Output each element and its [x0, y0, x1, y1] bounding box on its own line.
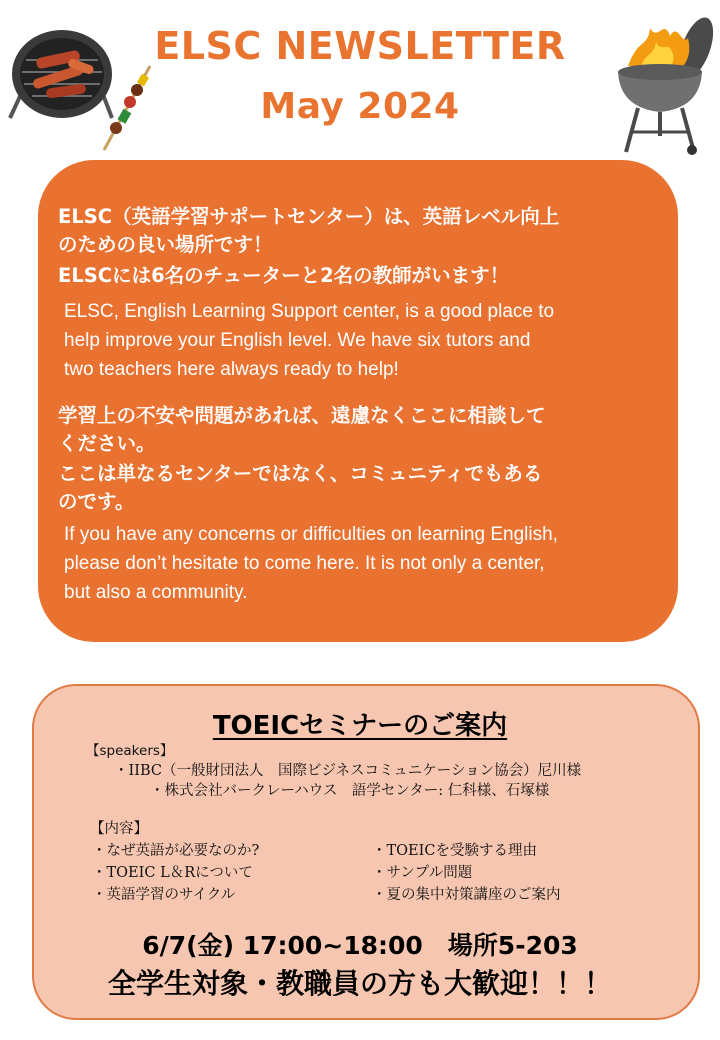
speaker-item: ・IIBC（一般財団法人 国際ビジネスコミュニケーション協会）尼川様 [114, 763, 582, 779]
event-datetime-place: 6/7(金) 17:00~18:00 場所5-203 [142, 931, 578, 960]
intro-jp-line: ここは単なるセンターではなく、コミュニティでもある [58, 462, 543, 485]
intro-en-line: please don’t hesitate to come here. It is not only a center, [64, 553, 545, 574]
intro-jp-line: 学習上の不安や問題があれば、遠慮なくここに相談して [58, 404, 546, 427]
content-item: ・夏の集中対策講座のご案内 [372, 887, 561, 903]
intro-en-line: ELSC, English Learning Support center, is a good place to [64, 301, 555, 322]
intro-jp-line: ELSCには6名のチューターと2名の教師がいます！ [58, 264, 510, 287]
intro-jp-line: ください。 [58, 432, 156, 455]
seminar-title: TOEICセミナーのご案内 [212, 711, 508, 741]
content-item: ・TOEIC L＆Rについて [92, 865, 253, 881]
intro-en-line: two teachers here always ready to help! [64, 359, 399, 380]
content-item: ・なぜ英語が必要なのか? [92, 843, 260, 859]
event-audience: 全学生対象・教職員の方も大歓迎！！！ [107, 967, 612, 1000]
newsletter-date: May 2024 [260, 86, 460, 127]
intro-jp-line: のです。 [58, 490, 135, 513]
speakers-label: 【speakers】 [86, 743, 174, 759]
speaker-item: ・株式会社バークレーハウス 語学センター: 仁科様、石塚様 [150, 783, 550, 799]
content-item: ・TOEICを受験する理由 [372, 843, 537, 859]
intro-jp-line: ELSC（英語学習サポートセンター）は、英語レベル向上 [58, 205, 560, 228]
intro-jp-line: のための良い場所です！ [58, 233, 273, 256]
content-item: ・英語学習のサイクル [92, 887, 236, 903]
intro-en-line: help improve your English level. We have six tutors and [64, 330, 531, 351]
content-item: ・サンプル問題 [372, 865, 473, 881]
newsletter-title: ELSC NEWSLETTER [154, 24, 566, 68]
intro-en-line: If you have any concerns or difficulties on learning English, [64, 524, 558, 545]
intro-en-line: but also a community. [64, 582, 248, 603]
contents-label: 【内容】 [90, 821, 148, 837]
